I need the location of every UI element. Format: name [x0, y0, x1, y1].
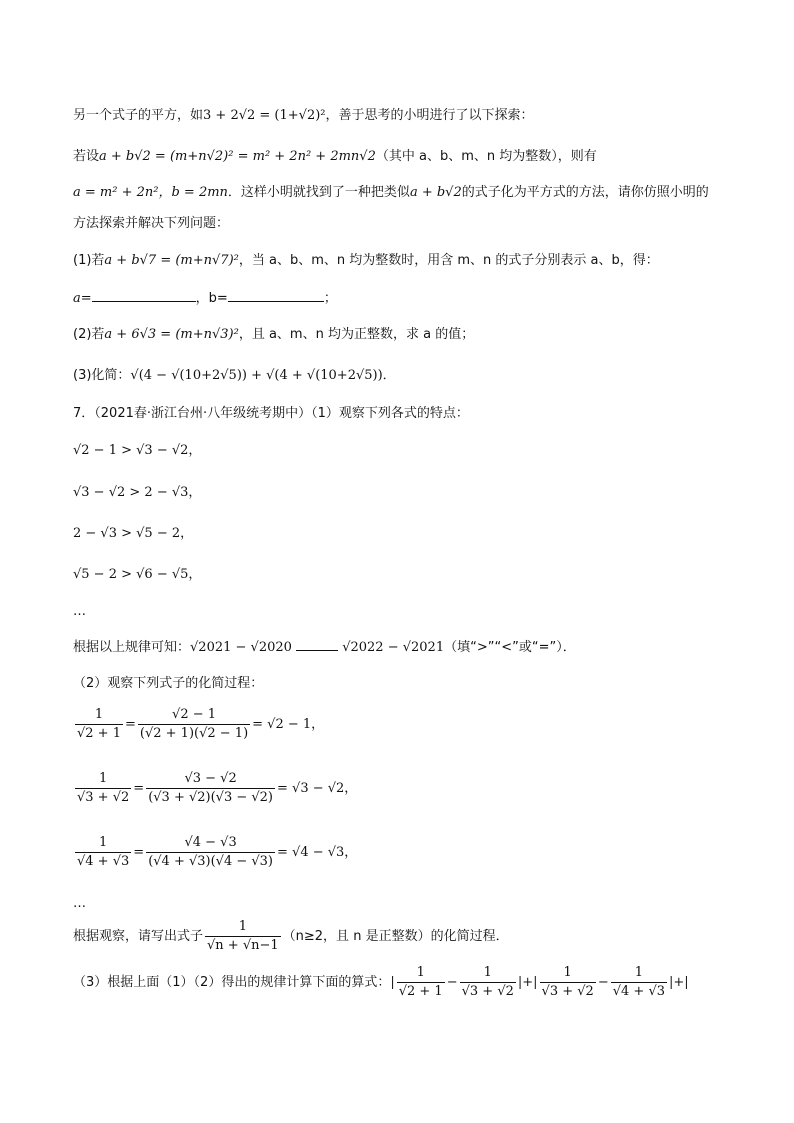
- simplify-2: $\frac{1}{√3 + √2}$ = $\frac{√3 - √2}{(√3 + √2)(√3 - √2)}$ = √3 − √2，: [77, 771, 358, 805]
- text: ，当 a、b、m、n 均为整数时，用含 m、n 的式子分别表示 a、b，得：: [238, 253, 659, 268]
- text: （其中 a、b、m、n 均为整数），则有: [375, 149, 597, 164]
- simplify-1: $\frac{1}{√2 + 1}$ = $\frac{√2 - 1}{(√2 + 1)(√2 - 1)}$ = √2 − 1，: [77, 707, 325, 741]
- text: (1)若: [73, 253, 105, 268]
- inequality-3: 2 − √3 > √5 − 2，: [73, 526, 194, 541]
- formula: $\frac{1}{√4 + √3}$: [612, 965, 666, 999]
- answer-blank-a[interactable]: [92, 287, 196, 302]
- intro-line-4: 方法探索并解决下列问题：: [73, 216, 230, 231]
- formula: $\frac{1}{√3 + √2}$: [77, 771, 130, 805]
- formula: a + b√2 = (m+n√2)² = m² + 2n² + 2mn√2: [99, 149, 376, 164]
- text: ，且 a、m、n 均为正整数，求 a 的值；: [238, 327, 475, 342]
- inequality-2: √3 − √2 > 2 − √3，: [73, 485, 202, 500]
- formula: $\frac{√4 - √3}{(√4 + √3)(√4 - √3)}$: [148, 835, 274, 869]
- formula: 3 + 2√2 = (1+√2)²: [203, 108, 326, 123]
- answer-blank-b[interactable]: [228, 287, 324, 302]
- formula: a + b√7 = (m+n√7)²: [104, 253, 239, 268]
- text: ．: [382, 368, 396, 383]
- simplify-3: $\frac{1}{√4 + √3}$ = $\frac{√4 - √3}{(√4 + √3)(√4 - √3)}$ = √4 − √3，: [77, 835, 358, 869]
- question-1: [73, 250, 659, 272]
- text: (3)化简：: [73, 368, 131, 383]
- part-2-heading: （2）观察下列式子的化简过程：: [73, 676, 264, 691]
- text: （n≥2，且 n 是正整数）的化简过程．: [282, 929, 509, 944]
- question-2: [73, 324, 474, 346]
- formula: $\frac{1}{√3 + √2}$: [461, 965, 514, 999]
- formula: a + b√2: [409, 185, 462, 200]
- formula: $\frac{√3 - √2}{(√3 + √2)(√3 - √2)}$: [148, 771, 274, 805]
- text: 若设: [73, 149, 100, 164]
- inequality-1: √2 − 1 > √3 − √2，: [73, 443, 202, 458]
- intro-line-2: [73, 146, 597, 168]
- formula: $\frac{1}{√n + √n-1}$: [207, 919, 279, 953]
- intro-line-3: [73, 182, 709, 204]
- text: （填“>”“<”或“=”）．: [444, 640, 576, 655]
- part-3: （3）根据上面（1）（2）得出的规律计算下面的算式：| $\frac{1}{√2 + 1}$ − $\frac{1}{√3 + √2}$ |+| $\frac{1}{√3 + √2}$ − $\frac{1}{√4 + √3}$ |+|: [73, 965, 689, 999]
- compare-blank[interactable]: [296, 636, 338, 651]
- text: ；: [323, 291, 337, 306]
- rule-line: [73, 636, 576, 659]
- text: 另一个式子的平方，如: [73, 108, 204, 123]
- formula: $\frac{√2 - 1}{(√2 + 1)(√2 - 1)}$: [139, 707, 249, 741]
- problem-7-title: 7．（2021春·浙江台州·八年级统考期中）（1）观察下列各式的特点：: [73, 406, 469, 421]
- text: ．这样小明就找到了一种把类似: [227, 185, 410, 200]
- formula: √2022 − √2021: [342, 640, 445, 655]
- formula: √(4 − √(10+2√5)) + √(4 + √(10+2√5)): [130, 368, 383, 383]
- text: 的式子化为平方式的方法，请你仿照小明的: [461, 185, 709, 200]
- formula: $\frac{1}{√4 + √3}$: [77, 835, 130, 869]
- text: （3）根据上面（1）（2）得出的规律计算下面的算式：: [73, 975, 391, 990]
- text: 根据以上规律可知：: [73, 640, 191, 655]
- b-label: ，b=: [195, 291, 228, 306]
- question-3: [73, 365, 396, 387]
- formula: a + 6√3 = (m+n√3)²: [104, 327, 239, 342]
- ellipsis-2: …: [73, 896, 86, 911]
- formula: $\frac{1}{√3 + √2}$: [541, 965, 594, 999]
- question-1-answer: [73, 287, 337, 310]
- a-label: a=: [73, 291, 92, 306]
- formula: √2021 − √2020: [190, 640, 292, 655]
- inequality-4: √5 − 2 > √6 − √5，: [73, 567, 202, 582]
- formula: $\frac{1}{√2 + 1}$: [398, 965, 443, 999]
- text: (2)若: [73, 327, 105, 342]
- observe-line: [73, 918, 509, 955]
- formula: $\frac{1}{√2 + 1}$: [77, 707, 121, 741]
- ellipsis-1: …: [73, 604, 86, 619]
- formula: a = m² + 2n²，b = 2mn: [73, 185, 228, 200]
- text: 根据观察，请写出式子: [73, 929, 204, 944]
- intro-line-1: [73, 105, 534, 127]
- text: ，善于思考的小明进行了以下探索：: [325, 108, 534, 123]
